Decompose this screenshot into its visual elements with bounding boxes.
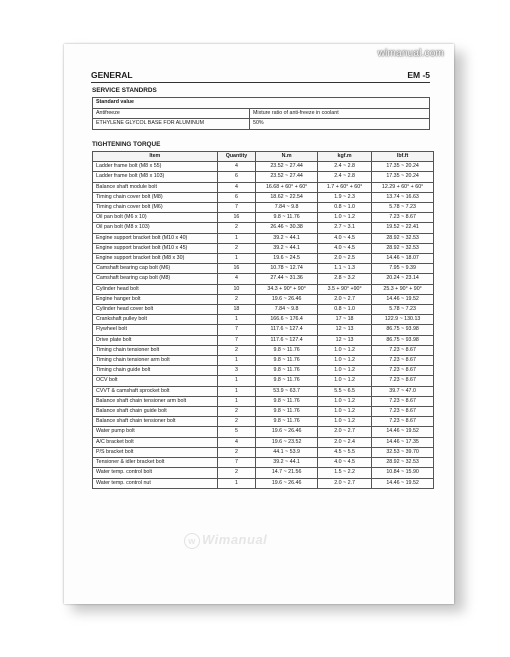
table-row bbox=[93, 335, 434, 345]
table-cell: 23.52 ~ 27.44 bbox=[256, 172, 318, 182]
table-cell: 26.46 ~ 30.38 bbox=[256, 223, 318, 233]
table-row bbox=[93, 345, 434, 355]
table-row bbox=[93, 356, 434, 366]
col-header-kgfm: kgf.m bbox=[318, 152, 372, 162]
table-cell: 17 ~ 18 bbox=[318, 315, 372, 325]
table-cell: 86.75 ~ 93.98 bbox=[372, 325, 434, 335]
table-cell: 17.35 ~ 20.24 bbox=[372, 172, 434, 182]
table-cell: Timing chain tensioner bolt bbox=[93, 345, 218, 355]
table-cell: 16.68 + 60° + 60° bbox=[256, 182, 318, 192]
table-cell: 16 bbox=[217, 213, 256, 223]
table-cell: 1 bbox=[217, 315, 256, 325]
table-cell: 16 bbox=[217, 264, 256, 274]
table-row bbox=[93, 396, 434, 406]
table-cell: 7.23 ~ 8.67 bbox=[372, 417, 434, 427]
table-cell: 1.0 ~ 1.2 bbox=[318, 213, 372, 223]
table-cell: 2 bbox=[217, 407, 256, 417]
table-cell: 12 ~ 13 bbox=[318, 335, 372, 345]
table-cell: 9.8 ~ 11.76 bbox=[256, 345, 318, 355]
table-cell: 1.7 + 60° + 60° bbox=[318, 182, 372, 192]
table-cell: Camshaft bearing cap bolt (M8) bbox=[93, 274, 218, 284]
table-cell: 7.23 ~ 8.67 bbox=[372, 376, 434, 386]
table-cell: 9.8 ~ 11.76 bbox=[256, 376, 318, 386]
table-cell: Ladder frame bolt (M8 x 55) bbox=[93, 162, 218, 172]
table-cell: 9.8 ~ 11.76 bbox=[256, 407, 318, 417]
table-cell: 1 bbox=[217, 233, 256, 243]
table-cell: 13.74 ~ 16.63 bbox=[372, 192, 434, 202]
table-cell: 1 bbox=[217, 254, 256, 264]
tightening-torque-heading: TIGHTENING TORQUE bbox=[92, 141, 161, 148]
table-cell: 9.8 ~ 11.76 bbox=[256, 417, 318, 427]
table-cell: 2.8 ~ 3.2 bbox=[318, 274, 372, 284]
table-cell: 1.0 ~ 1.2 bbox=[318, 376, 372, 386]
table-cell: Timing chain tensioner arm bolt bbox=[93, 356, 218, 366]
table-cell: Drive plate bolt bbox=[93, 335, 218, 345]
table-cell: 2 bbox=[217, 417, 256, 427]
table-cell: 7 bbox=[217, 325, 256, 335]
table-cell: Antifreeze bbox=[93, 108, 250, 119]
tightening-torque-table bbox=[92, 151, 434, 489]
table-row bbox=[93, 284, 434, 294]
table-cell: 9.8 ~ 11.76 bbox=[256, 366, 318, 376]
table-row bbox=[93, 417, 434, 427]
table-cell: 32.53 ~ 39.70 bbox=[372, 447, 434, 457]
table-row bbox=[93, 274, 434, 284]
table-cell: Balance shaft chain tensioner bolt bbox=[93, 417, 218, 427]
table-row bbox=[93, 407, 434, 417]
table-row bbox=[93, 437, 434, 447]
table-cell: 3.5 + 90° +90° bbox=[318, 284, 372, 294]
table-cell: 7.84 ~ 9.8 bbox=[256, 305, 318, 315]
table-cell: 1 bbox=[217, 356, 256, 366]
table-cell: 9.8 ~ 11.76 bbox=[256, 213, 318, 223]
table-cell: Engine support bracket bolt (M8 x 30) bbox=[93, 254, 218, 264]
table-cell: Oil pan bolt (M8 x 103) bbox=[93, 223, 218, 233]
table-cell: 18 bbox=[217, 305, 256, 315]
table-cell: 1 bbox=[217, 376, 256, 386]
table-cell: 4 bbox=[217, 274, 256, 284]
table-cell: 5 bbox=[217, 427, 256, 437]
table-cell: Timing chain cover bolt (M6) bbox=[93, 203, 218, 213]
table-cell: 14.46 ~ 17.35 bbox=[372, 437, 434, 447]
table-row bbox=[93, 427, 434, 437]
table-cell: 14.46 ~ 19.52 bbox=[372, 427, 434, 437]
col-header-lbfft: lbf.ft bbox=[372, 152, 434, 162]
table-cell: 12.29 + 60° + 60° bbox=[372, 182, 434, 192]
table-cell: Flywheel bolt bbox=[93, 325, 218, 335]
table-cell: Tensioner & idler bracket bolt bbox=[93, 458, 218, 468]
table-row bbox=[93, 366, 434, 376]
table-cell: 2.0 ~ 2.5 bbox=[318, 254, 372, 264]
table-cell: 9.8 ~ 11.76 bbox=[256, 396, 318, 406]
table-cell: 4 bbox=[217, 437, 256, 447]
table-cell: 19.6 ~ 26.46 bbox=[256, 427, 318, 437]
page-curl-icon bbox=[442, 544, 454, 604]
table-cell: 7 bbox=[217, 335, 256, 345]
table-row bbox=[93, 315, 434, 325]
table-cell: Mixture ratio of anti-freeze in coolant bbox=[250, 108, 430, 119]
table-cell: 117.6 ~ 127.4 bbox=[256, 325, 318, 335]
table-cell: 14.46 ~ 19.52 bbox=[372, 294, 434, 304]
table-row bbox=[93, 119, 430, 130]
table-cell: 7.84 ~ 9.8 bbox=[256, 203, 318, 213]
table-cell: 1 bbox=[217, 386, 256, 396]
table-cell: Ladder frame bolt (M8 x 103) bbox=[93, 172, 218, 182]
table-cell: 19.52 ~ 22.41 bbox=[372, 223, 434, 233]
table-cell: 4.0 ~ 4.5 bbox=[318, 233, 372, 243]
table-cell: 2.0 ~ 2.7 bbox=[318, 294, 372, 304]
table-cell: 2 bbox=[217, 243, 256, 253]
table-row bbox=[93, 468, 434, 478]
table-cell: 7.23 ~ 8.67 bbox=[372, 407, 434, 417]
table-cell: 7.23 ~ 8.67 bbox=[372, 345, 434, 355]
table-cell: 27.44 ~ 31.36 bbox=[256, 274, 318, 284]
table-cell: 4.0 ~ 4.5 bbox=[318, 458, 372, 468]
table-cell: 10.84 ~ 15.90 bbox=[372, 468, 434, 478]
table-cell: 4 bbox=[217, 162, 256, 172]
table-cell: Cylinder head cover bolt bbox=[93, 305, 218, 315]
table-cell: Oil pan bolt (M6 x 10) bbox=[93, 213, 218, 223]
table-cell: 14.46 ~ 19.52 bbox=[372, 478, 434, 488]
table-row bbox=[93, 223, 434, 233]
table-cell: 39.7 ~ 47.0 bbox=[372, 386, 434, 396]
section-title: GENERAL bbox=[91, 70, 133, 80]
table-cell: 1.0 ~ 1.2 bbox=[318, 366, 372, 376]
table-cell: P/S bracket bolt bbox=[93, 447, 218, 457]
table-cell: Engine support bracket bolt (M10 x 45) bbox=[93, 243, 218, 253]
table-cell: 1.1 ~ 1.3 bbox=[318, 264, 372, 274]
table-cell: 14.7 ~ 21.56 bbox=[256, 468, 318, 478]
table-cell: 19.6 ~ 26.46 bbox=[256, 294, 318, 304]
table-cell: 7.23 ~ 8.67 bbox=[372, 356, 434, 366]
table-cell: Timing chain cover bolt (M8) bbox=[93, 192, 218, 202]
table-cell: 2.4 ~ 2.8 bbox=[318, 172, 372, 182]
table-cell: 7.95 ~ 9.39 bbox=[372, 264, 434, 274]
table-cell: 12 ~ 13 bbox=[318, 325, 372, 335]
table-cell: 2.0 ~ 2.7 bbox=[318, 427, 372, 437]
table-row bbox=[93, 447, 434, 457]
table-cell: Crankshaft pulley bolt bbox=[93, 315, 218, 325]
table-cell: 9.8 ~ 11.76 bbox=[256, 356, 318, 366]
table-cell: 2.0 ~ 2.7 bbox=[318, 478, 372, 488]
col-header-quantity: Quantity bbox=[217, 152, 256, 162]
table-cell: 19.6 ~ 24.5 bbox=[256, 254, 318, 264]
table-row bbox=[93, 213, 434, 223]
brand-watermark: w Wimanual bbox=[184, 532, 267, 549]
table-cell: 28.92 ~ 32.53 bbox=[372, 458, 434, 468]
table-cell: Balance shaft chain tensioner arm bolt bbox=[93, 396, 218, 406]
table-cell: 122.9 ~ 130.13 bbox=[372, 315, 434, 325]
table-cell: 1.0 ~ 1.2 bbox=[318, 356, 372, 366]
table-cell: 14.46 ~ 18.07 bbox=[372, 254, 434, 264]
table-cell: 2 bbox=[217, 447, 256, 457]
table-cell: 2 bbox=[217, 468, 256, 478]
table-cell: 10.78 ~ 12.74 bbox=[256, 264, 318, 274]
table-cell: 1.0 ~ 1.2 bbox=[318, 396, 372, 406]
table-cell: 1 bbox=[217, 478, 256, 488]
table-row bbox=[93, 243, 434, 253]
table-cell: 0.8 ~ 1.0 bbox=[318, 203, 372, 213]
table-cell: Water temp. control nut bbox=[93, 478, 218, 488]
table-cell: 2.4 ~ 2.8 bbox=[318, 162, 372, 172]
table-cell: 1 bbox=[217, 396, 256, 406]
table-cell: 1.0 ~ 1.2 bbox=[318, 407, 372, 417]
brand-logo-icon: w bbox=[184, 533, 200, 549]
table-cell: 4 bbox=[217, 182, 256, 192]
table-cell: 19.6 ~ 26.46 bbox=[256, 478, 318, 488]
table-row bbox=[93, 162, 434, 172]
table-cell: Cylinder head bolt bbox=[93, 284, 218, 294]
table-row bbox=[93, 305, 434, 315]
table-cell: 7.23 ~ 8.67 bbox=[372, 213, 434, 223]
table-cell: 166.6 ~ 176.4 bbox=[256, 315, 318, 325]
table-row bbox=[93, 386, 434, 396]
table-cell: 5.78 ~ 7.23 bbox=[372, 203, 434, 213]
table-cell: 4.0 ~ 4.5 bbox=[318, 243, 372, 253]
col-header-nm: N.m bbox=[256, 152, 318, 162]
table-cell: 4.5 ~ 5.5 bbox=[318, 447, 372, 457]
table-row bbox=[93, 192, 434, 202]
table-cell: CVVT & camshaft sprocket bolt bbox=[93, 386, 218, 396]
table-row bbox=[93, 108, 430, 119]
table-cell: 28.92 ~ 32.53 bbox=[372, 243, 434, 253]
table-row bbox=[93, 172, 434, 182]
table-row bbox=[93, 478, 434, 488]
table-cell: 34.3 + 90° + 90° bbox=[256, 284, 318, 294]
table-cell: 44.1 ~ 53.9 bbox=[256, 447, 318, 457]
table-row bbox=[93, 325, 434, 335]
table-cell: Timing chain guide bolt bbox=[93, 366, 218, 376]
table-cell: 1.0 ~ 1.2 bbox=[318, 417, 372, 427]
table-cell: 1.5 ~ 2.2 bbox=[318, 468, 372, 478]
table-cell: OCV bolt bbox=[93, 376, 218, 386]
table-row bbox=[93, 458, 434, 468]
table-cell: 2 bbox=[217, 294, 256, 304]
table-cell: 6 bbox=[217, 192, 256, 202]
table-cell: 2 bbox=[217, 223, 256, 233]
table-cell: 20.24 ~ 23.14 bbox=[372, 274, 434, 284]
table-cell: 19.6 ~ 23.52 bbox=[256, 437, 318, 447]
table-cell: Water pump bolt bbox=[93, 427, 218, 437]
table-cell: 7.23 ~ 8.67 bbox=[372, 366, 434, 376]
service-standards-heading: SERVICE STANDRDS bbox=[92, 87, 157, 94]
table-cell: 0.8 ~ 1.0 bbox=[318, 305, 372, 315]
table-cell: 6 bbox=[217, 172, 256, 182]
table-cell: 28.92 ~ 32.53 bbox=[372, 233, 434, 243]
table-row bbox=[93, 264, 434, 274]
table-cell: 25.3 + 90° + 90° bbox=[372, 284, 434, 294]
table-cell: ETHYLENE GLYCOL BASE FOR ALUMINUM bbox=[93, 119, 250, 130]
table-cell: Engine hanger bolt bbox=[93, 294, 218, 304]
table-cell: 117.6 ~ 127.4 bbox=[256, 335, 318, 345]
table-cell: 86.75 ~ 93.98 bbox=[372, 335, 434, 345]
table-cell: 2 bbox=[217, 345, 256, 355]
table-cell: 18.62 ~ 22.54 bbox=[256, 192, 318, 202]
table-cell: 53.9 ~ 63.7 bbox=[256, 386, 318, 396]
table-cell: A/C bracket bolt bbox=[93, 437, 218, 447]
table-cell: 39.2 ~ 44.1 bbox=[256, 243, 318, 253]
table-cell: 3 bbox=[217, 366, 256, 376]
table-cell: 5.5 ~ 6.5 bbox=[318, 386, 372, 396]
table-header-row bbox=[93, 152, 434, 162]
table-row bbox=[93, 182, 434, 192]
service-standards-table bbox=[92, 97, 430, 130]
table-cell: 23.52 ~ 27.44 bbox=[256, 162, 318, 172]
table-row bbox=[93, 254, 434, 264]
table-cell: 1.0 ~ 1.2 bbox=[318, 345, 372, 355]
table-cell: 7 bbox=[217, 203, 256, 213]
table-row bbox=[93, 376, 434, 386]
table-cell: 1.9 ~ 2.3 bbox=[318, 192, 372, 202]
col-header-item: Item bbox=[93, 152, 218, 162]
table-cell: 39.2 ~ 44.1 bbox=[256, 458, 318, 468]
table-cell: 2.0 ~ 2.4 bbox=[318, 437, 372, 447]
site-watermark: wimanual.com bbox=[377, 48, 444, 59]
table-cell: 50% bbox=[250, 119, 430, 130]
page-number: EM -5 bbox=[407, 70, 430, 80]
table-cell: 10 bbox=[217, 284, 256, 294]
table-cell: Balance shaft module bolt bbox=[93, 182, 218, 192]
table-row bbox=[93, 233, 434, 243]
table-cell: 39.2 ~ 44.1 bbox=[256, 233, 318, 243]
table-cell: Camshaft bearing cap bolt (M6) bbox=[93, 264, 218, 274]
manual-page bbox=[64, 44, 454, 604]
table-cell: Water temp. control bolt bbox=[93, 468, 218, 478]
table-cell: Engine support bracket bolt (M10 x 40) bbox=[93, 233, 218, 243]
page-header bbox=[91, 68, 430, 83]
standard-value-label: Standard value bbox=[93, 98, 430, 109]
table-row bbox=[93, 203, 434, 213]
table-cell: 5.78 ~ 7.23 bbox=[372, 305, 434, 315]
table-cell: Balance shaft chain guide bolt bbox=[93, 407, 218, 417]
table-cell: 7.23 ~ 8.67 bbox=[372, 396, 434, 406]
table-cell: 2.7 ~ 3.1 bbox=[318, 223, 372, 233]
table-cell: 7 bbox=[217, 458, 256, 468]
table-row bbox=[93, 294, 434, 304]
table-cell: 17.35 ~ 20.24 bbox=[372, 162, 434, 172]
